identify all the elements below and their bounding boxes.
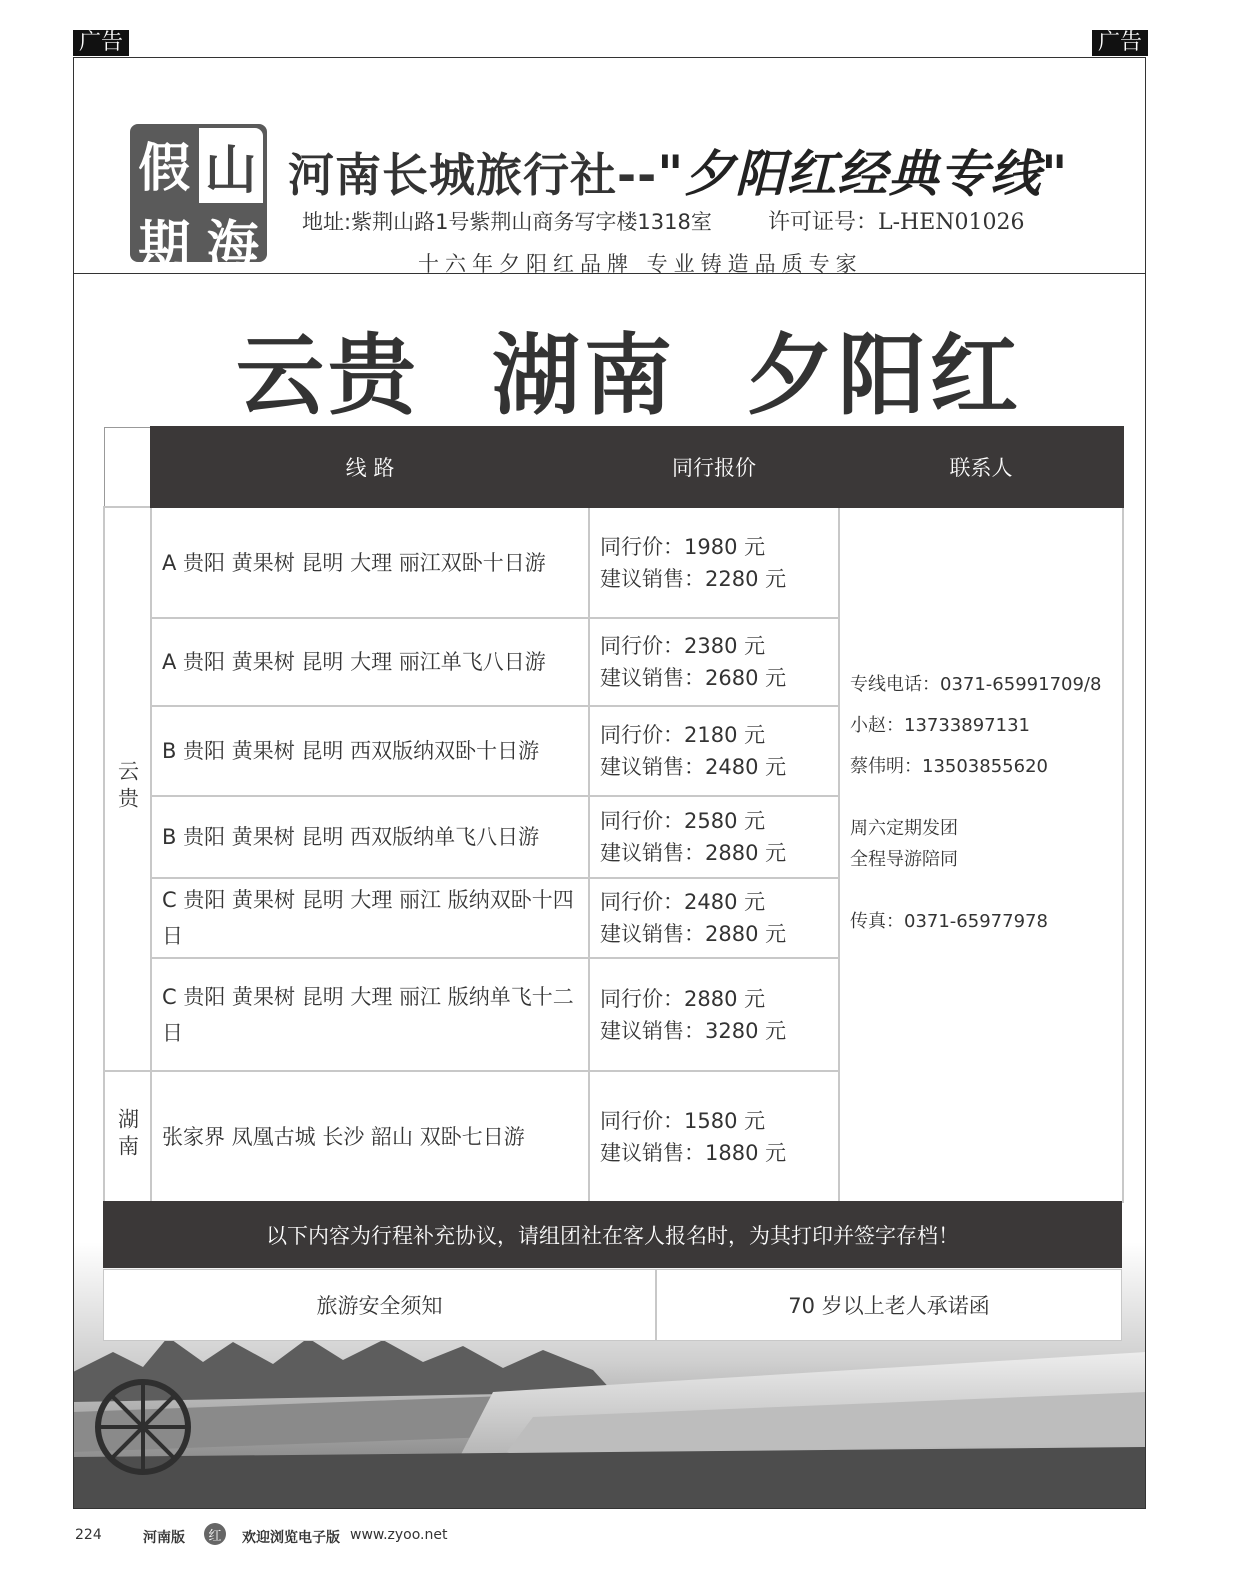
retail-price: 建议销售：2280 元 [600,566,787,591]
price-cell [589,507,839,618]
price-cell [589,878,839,958]
header-contact: 联系人 [839,427,1123,507]
table-row [104,507,1123,618]
edition-badge: 红 [204,1523,226,1545]
region-cell-yungui [104,507,151,1071]
retail-price: 建议销售：2880 元 [600,922,787,946]
header-route: 线 路 [151,427,589,507]
retail-price: 建议销售：2880 元 [600,841,787,865]
price-cell [589,796,839,878]
welcome-text: 欢迎浏览电子版 [242,1530,340,1546]
title-yungui: 云贵 [236,324,421,427]
title-hunan: 湖南 [492,324,677,427]
license-number: 许可证号：L-HEN01026 [768,210,1025,235]
peer-price: 同行价：2180 元 [600,723,766,747]
route-name: C 贵阳 黄果树 昆明 大理 丽江 版纳单飞十二日 [151,958,589,1071]
contact-zhao: 小赵：13733897131 [850,715,1030,736]
route-name: C 贵阳 黄果树 昆明 大理 丽江 版纳双卧十四日 [151,878,589,958]
company-logo [130,124,267,276]
logo-char: 假 [138,138,191,199]
page-number: 224 [75,1527,102,1543]
contact-cai: 蔡伟明：13503855620 [850,756,1048,777]
ad-tag-left: 广告 [73,30,129,56]
retail-price: 建议销售：2680 元 [600,666,787,690]
route-name: A 贵阳 黄果树 昆明 大理 丽江单飞八日游 [151,618,589,706]
table-header-row [104,427,1123,507]
doc-elderly-pledge[interactable]: 70 岁以上老人承诺函 [656,1269,1122,1341]
fax-number: 传真：0371-65977978 [850,911,1048,932]
logo-char: 期 [138,215,191,276]
edition-label: 河南版 [143,1530,185,1546]
peer-price: 同行价：2480 元 [600,890,766,914]
route-name: B 贵阳 黄果树 昆明 西双版纳单飞八日游 [151,796,589,878]
region-cell-hunan [104,1071,151,1202]
company-address: 地址:紫荆山路1号紫荆山商务写字楼1318室 [302,210,712,234]
price-cell [589,958,839,1071]
price-cell [589,706,839,796]
supplementary-agreement-notice: 以下内容为行程补充协议，请组团社在客人报名时，为其打印并签字存档！ [103,1201,1122,1268]
route-price-table [103,426,1124,1203]
peer-price: 同行价：2880 元 [600,986,766,1011]
hotline: 专线电话：0371-65991709/8 [850,674,1102,695]
header-blank [104,427,151,507]
website-link[interactable]: www.zyoo.net [350,1527,448,1543]
region-hunan: 湖南 [115,1107,140,1162]
guide-note: 全程导游陪同 [850,849,958,870]
header-price: 同行报价 [589,427,839,507]
logo-char: 海 [206,215,259,276]
title-xiyanghong: 夕阳红 [746,324,1023,427]
retail-price: 建议销售：2480 元 [600,755,787,779]
retail-price: 建议销售：1880 元 [600,1140,787,1165]
region-yungui: 云贵 [115,760,140,814]
company-name: 河南长城旅行社-- [288,148,658,202]
peer-price: 同行价：2380 元 [600,634,766,658]
retail-price: 建议销售：3280 元 [600,1018,787,1043]
peer-price: 同行价：1580 元 [600,1108,766,1133]
price-cell [589,618,839,706]
ad-tag-right: 广告 [1092,30,1148,56]
peer-price: 同行价：1980 元 [600,534,766,559]
departure-schedule: 周六定期发团 [850,818,958,839]
documents-row [103,1269,1122,1341]
brand-tagline: 十六年夕阳红品牌 专业铸造品质专家 [418,252,863,276]
route-name: A 贵阳 黄果树 昆明 大理 丽江双卧十日游 [151,507,589,618]
doc-safety-notice[interactable]: 旅游安全须知 [103,1269,656,1341]
peer-price: 同行价：2580 元 [600,809,766,833]
route-name: 张家界 凤凰古城 长沙 韶山 双卧七日游 [151,1071,589,1202]
logo-char: 山 [199,128,264,203]
company-heading [288,134,1068,206]
price-cell [589,1071,839,1202]
contact-cell [839,507,1123,1202]
route-name: B 贵阳 黄果树 昆明 西双版纳双卧十日游 [151,706,589,796]
company-slogan: "夕阳红经典专线" [657,145,1069,203]
